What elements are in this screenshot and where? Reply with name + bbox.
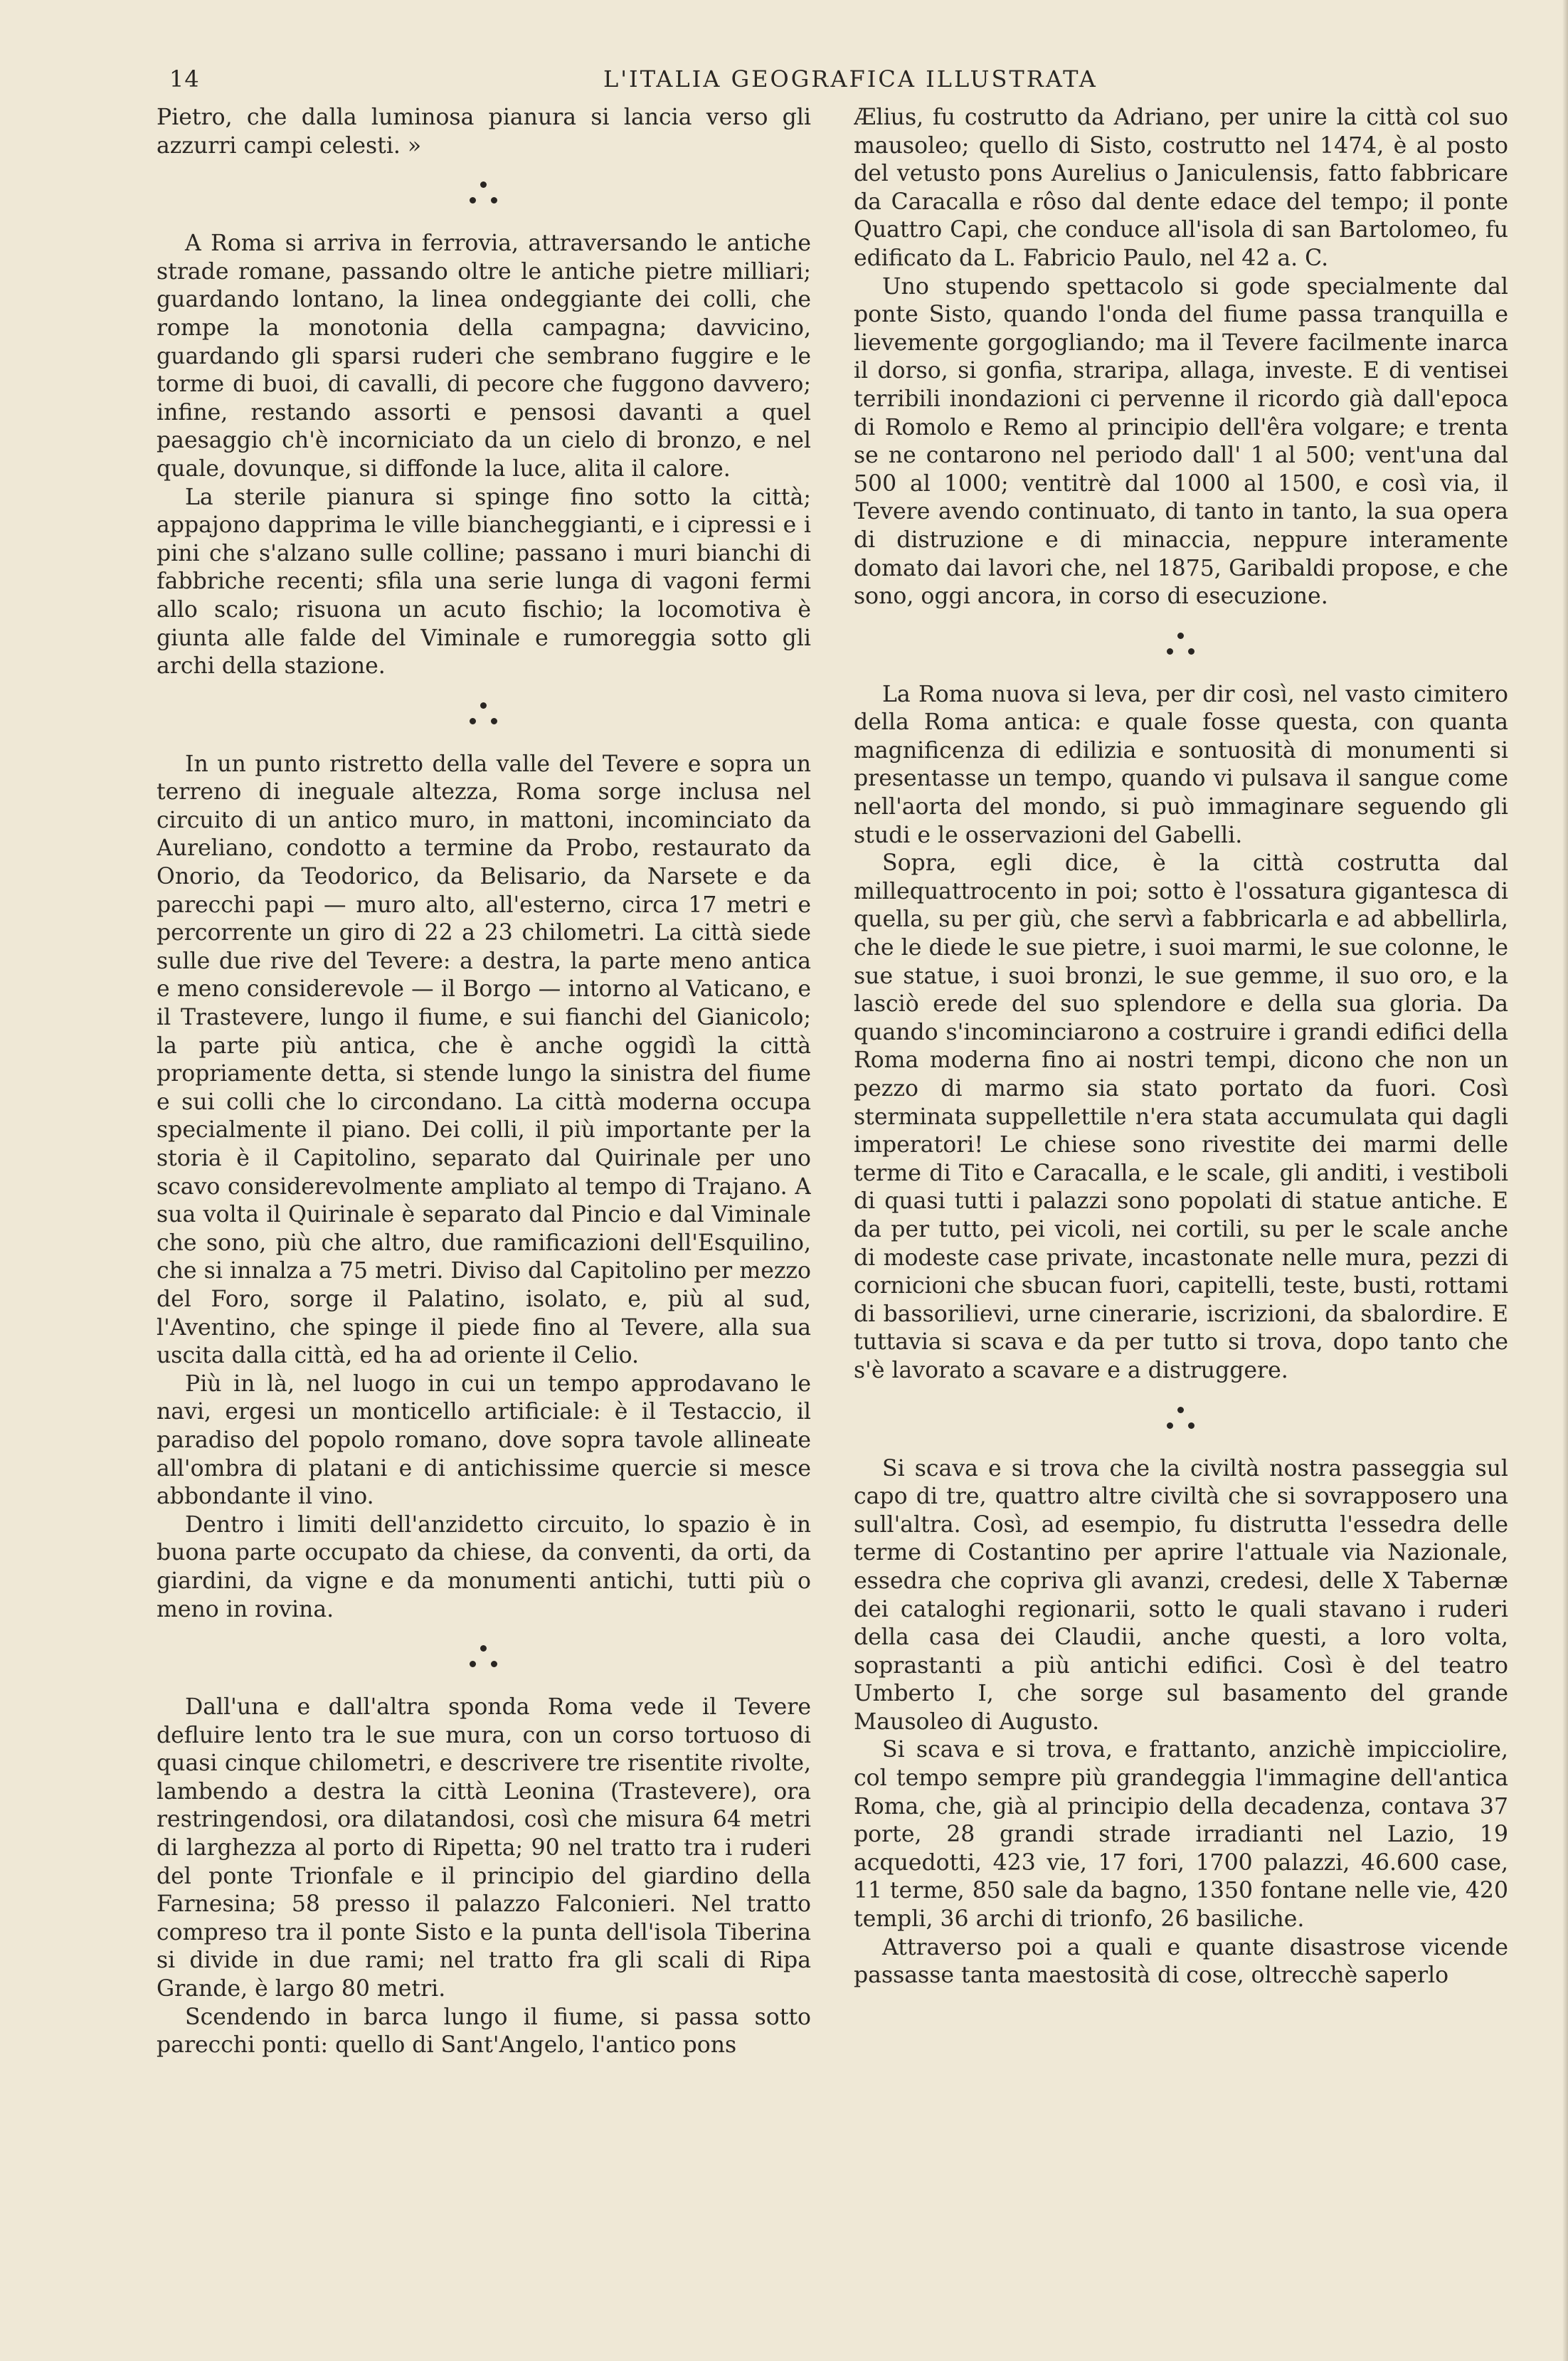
section-separator-asterism (854, 617, 1508, 674)
separator-dot (480, 1645, 487, 1652)
right-column (854, 104, 1508, 2345)
paragraph: A Roma si arriva in ferrovia, attraversando le antiche strade romane, passando oltre le antiche pietre milliari; guardando lontano, la linea ondeggiante dei colli, che rompe la monotonia della campagna; davvicino, guardando gli sparsi ruderi che sembrano fuggire e le torme di buoi, di cavalli, di pecore che fuggono davvero; infine, restando assorti e pensosi davanti a quel paesaggio ch'è incorniciato da un cielo di bronzo, e nel quale, dovunque, si diffonde la luce, alita il calore. (157, 231, 811, 482)
page-edge-shadow (1562, 0, 1568, 2361)
paragraph: Ælius, fu costrutto da Adriano, per unire la città col suo mausoleo; quello di Sisto, costrutto nel 1474, è al posto del vetusto pons Aurelius o Janiculensis, fatto fabbricare da Caracalla e rôso dal dente edace del tempo; il ponte Quattro Capi, che conduce all'isola di san Bartolomeo, fu edificato da L. Fabricio Paulo, nel 42 a. C. (854, 105, 1508, 271)
paragraph: Sopra, egli dice, è la città costrutta dal millequattrocento in poi; sotto è l'ossatura gigantesca di quella, su per giù, che servì a fabbricarla e ad abbellirla, che le diede le sue pietre, i suoi marmi, le sue colonne, le sue statue, i suoi bronzi, le sue gemme, il suo oro, e la lasciò erede del suo splendore e della sua gloria. Da quando s'incominciarono a costruire i grandi edifici della Roma moderna fino ai nostri tempi, dicono che non un pezzo di marmo sia stato portato da fuori. Così sterminata suppellettile n'era stata accumulata qui dagli imperatori! Le chiese sono rivestite dei marmi delle terme di Tito e Caracalla, e le scale, gli anditi, i vestiboli di quasi tutti i palazzi sono popolati di statue antiche. E da per tutto, pei vicoli, nei cortili, su per le scale anche di modeste case private, incastonate nelle mura, pezzi di cornicioni che sbucan fuori, capitelli, teste, busti, rottami di bassorilievi, urne cinerarie, iscrizioni, da sbalordire. E tuttavia si scava e da per tutto si trova, dopo tanto che s'è lavorato a scavare e a distruggere. (854, 850, 1508, 1383)
separator-dot (480, 181, 487, 188)
section-separator-asterism (157, 1630, 811, 1686)
left-column (157, 104, 811, 2345)
paragraph: Dall'una e dall'altra sponda Roma vede il Tevere defluire lento tra le sue mura, con un corso tortuoso di quasi cinque chilometri, e descrivere tre risentite rivolte, lambendo a destra la città Leonina (Trastevere), ora restringendosi, ora dilatandosi, così che misura 64 metri di larghezza al porto di Ripetta; 90 nel tratto tra i ruderi del ponte Trionfale e il principio del giardino della Farnesina; 58 presso il palazzo Falconieri. Nel tratto compreso tra il ponte Sisto e la punta dell'isola Tiberina si divide in due rami; nel tratto fra gli scali di Ripa Grande, è largo 80 metri. (157, 1694, 811, 2002)
running-title: L'ITALIA GEOGRAFICA ILLUSTRATA (603, 65, 1098, 93)
separator-dot (1177, 1407, 1184, 1413)
paragraph: Si scava e si trova, e frattanto, anzichè impicciolire, col tempo sempre più grandeggia l'immagine dell'antica Roma, che, già al principio della decadenza, contava 37 porte, 28 grandi strade irradianti nel Lazio, 19 acquedotti, 423 vie, 17 fori, 1700 palazzi, 46.600 case, 11 terme, 850 sale da bagno, 1350 fontane nelle vie, 420 templi, 36 archi di trionfo, 26 basiliche. (854, 1737, 1508, 1933)
paragraph: Si scava e si trova che la civiltà nostra passeggia sul capo di tre, quattro altre civiltà che si sovrapposero una sull'altra. Così, ad esempio, fu distrutta l'essedra delle terme di Costantino per aprire l'attuale via Nazionale, essedra che copriva gli avanzi, credesi, delle X Tabernæ dei cataloghi regionarii, sotto le quali stavano i ruderi della casa dei Claudii, anche questi, a loro volta, soprastanti a più antichi edifici. Così è del teatro Umberto I, che sorge sul basamento del grande Mausoleo di Augusto. (854, 1455, 1508, 1735)
separator-dot (1188, 1422, 1194, 1429)
separator-dot (1167, 1422, 1173, 1429)
paragraph: Attraverso poi a quali e quante disastrose vicende passasse tanta maestosità di cose, oltrecchè saperlo (854, 1934, 1508, 1989)
paragraph: La Roma nuova si leva, per dir così, nel vasto cimitero della Roma antica: e quale fosse questa, con quanta magnificenza di edilizia e sontuosità di monumenti si presentasse un tempo, quando vi pulsava il sangue come nell'aorta del mondo, si può immaginare seguendo gli studi e le osservazioni del Gabelli. (854, 681, 1508, 848)
section-separator-asterism (854, 1391, 1508, 1448)
section-separator-asterism (157, 687, 811, 744)
separator-dot (1188, 648, 1194, 655)
separator-dot (470, 1661, 476, 1667)
separator-dot (1177, 633, 1184, 639)
paragraph: Pietro, che dalla luminosa pianura si lancia verso gli azzurri campi celesti. » (157, 105, 811, 159)
separator-dot (480, 702, 487, 709)
separator-dot (1167, 648, 1173, 655)
paragraph: La sterile pianura si spinge fino sotto la città; appajono dapprima le ville biancheggianti, e i cipressi e i pini che s'alzano sulle colline; passano i muri bianchi di fabbriche recenti; sfila una serie lunga di vagoni fermi allo scalo; risuona un acuto fischio; la locomotiva è giunta alle falde del Viminale e rumoreggia sotto gli archi della stazione. (157, 484, 811, 680)
paragraph: Dentro i limiti dell'anzidetto circuito, lo spazio è in buona parte occupato da chiese, da conventi, da orti, da giardini, da vigne e da monumenti antichi, tutti più o meno in rovina. (157, 1511, 811, 1622)
paragraph: Uno stupendo spettacolo si gode specialmente dal ponte Sisto, quando l'onda del fiume passa tranquilla e lievemente gorgogliando; ma il Tevere facilmente inarca il dorso, si gonfia, straripa, allaga, investe. E di ventisei terribili inondazioni ci pervenne il ricordo già dall'epoca di Romolo e Remo al principio dell'êra volgare; e trenta se ne contarono nel periodo dall' 1 al 500; vent'una dal 500 al 1000; ventitrè dal 1000 al 1500, e così via, il Tevere avendo continuato, di tanto in tanto, la sua opera di distruzione e di minaccia, neppure interamente domato dai lavori che, nel 1875, Garibaldi propose, e che sono, oggi ancora, in corso di esecuzione. (854, 273, 1508, 610)
section-separator-asterism (157, 166, 811, 223)
separator-dot (491, 718, 497, 724)
paragraph: In un punto ristretto della valle del Tevere e sopra un terreno di ineguale altezza, Roma sorge inclusa nel circuito di un antico muro, in mattoni, incominciato da Aureliano, condotto a termine da Probo, restaurato da Onorio, da Teodorico, da Belisario, da Narsete e da parecchi papi — muro alto, all'esterno, circa 17 metri e percorrente un giro di 22 a 23 chilometri. La città siede sulle due rive del Tevere: a destra, la parte meno antica e meno considerevole — il Borgo — intorno al Vaticano, e il Trastevere, lungo il fiume, e sui fianchi del Gianicolo; la parte più antica, che è anche oggidì la città propriamente detta, si stende lungo la sinistra del fiume e sui colli che lo circondano. La città moderna occupa specialmente il piano. Dei colli, il più importante per la storia è il Capitolino, separato dal Quirinale per uno scavo considerevolmente ampliato al tempo di Trajano. A sua volta il Quirinale è separato dal Pincio e dal Viminale che sono, più che altro, due ramificazioni dell'Esquilino, che si innalza a 75 metri. Diviso dal Capitolino per mezzo del Foro, sorge il Palatino, isolato, e, più al sud, l'Aventino, che spinge il piede fino al Tevere, alla sua uscita dalla città, ed ha ad oriente il Celio. (157, 751, 811, 1369)
paragraph: Scendendo in barca lungo il fiume, si passa sotto parecchi ponti: quello di Sant'Angelo, l'antico pons (157, 2004, 811, 2059)
running-header (169, 65, 1393, 101)
separator-dot (491, 197, 497, 204)
separator-dot (470, 197, 476, 204)
separator-dot (470, 718, 476, 724)
page-number: 14 (169, 65, 200, 93)
paragraph: Più in là, nel luogo in cui un tempo approdavano le navi, ergesi un monticello artificiale: è il Testaccio, il paradiso del popolo romano, dove sopra tavole allineate all'ombra di platani e di antichissime quercie si mesce abbondante il vino. (157, 1370, 811, 1510)
separator-dot (491, 1661, 497, 1667)
